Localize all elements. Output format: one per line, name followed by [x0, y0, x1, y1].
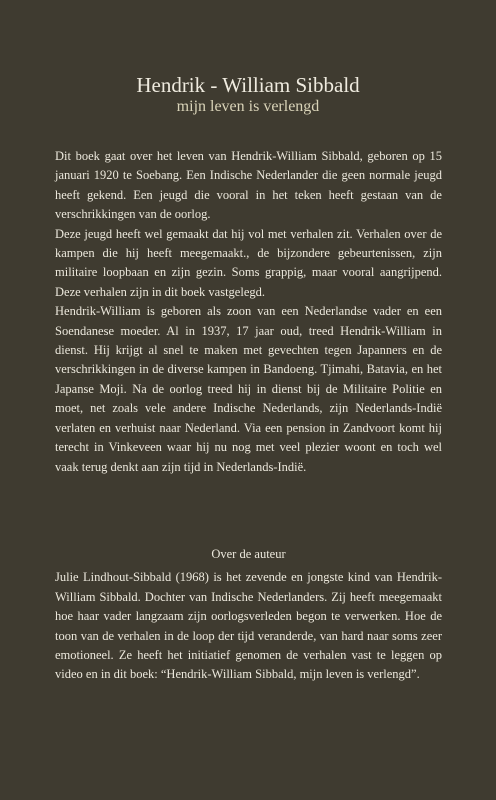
about-author-heading: Over de auteur [211, 547, 286, 561]
about-author-section [55, 545, 442, 685]
book-description [55, 147, 442, 477]
description-paragraph: Deze jeugd heeft wel gemaakt dat hij vol met verhalen zit. Verhalen over de kampen die hij heeft meegemaakt., de bijzondere gebeurtenissen, zijn militaire loopbaan en zijn gezin. Soms grappig, maar vooral aangrijpend. Deze verhalen zijn in dit boek vastgelegd. [55, 226, 442, 299]
description-paragraph: Dit boek gaat over het leven van Hendrik-William Sibbald, geboren op 15 januari 1920 te Soebang. Een Indische Nederlander die geen normale jeugd heeft gekend. Een jeugd die vooral in het teken heeft gestaan van de verschrikkingen van de oorlog. [55, 149, 442, 222]
description-paragraph: Hendrik-William is geboren als zoon van een Nederlandse vader en een Soendanese moeder. Al in 1937, 17 jaar oud, treed Hendrik-William in dienst. Hij krijgt al snel te maken met gevechten tegen Japanners en de verschrikkingen in de diverse kampen in Bandoeng. Tjimahi, Batavia, en het Japanse Moji. Na de oorlog treed hij in dienst bij de Militaire Politie en moet, net zoals vele andere Indische Nederlands, zijn Nederlands-Indië verlaten en verhuist naar Nederland. Via een pension in Zandvoort komt hij terecht in Vinkeveen waar hij nu nog met veel plezier woont en toch wel vaak terug denkt aan zijn tijd in Nederlands-Indië. [55, 304, 442, 474]
book-subtitle: mijn leven is verlengd [176, 98, 320, 115]
about-author-text: Julie Lindhout-Sibbald (1968) is het zevende en jongste kind van Hendrik-William Sibbald. Dochter van Indische Nederlanders. Zij heeft meegemaakt hoe haar vader langzaam zijn oorlogsverleden begon te verwerken. Hoe de toon van de verhalen in de loop der tijd veranderde, van hard naar soms zeer emotioneel. Ze heeft het initiatief genomen de verhalen vast te leggen op video en in dit boek: “Hendrik-William Sibbald, mijn leven is verlengd”. [55, 570, 442, 682]
book-title: Hendrik - William Sibbald [136, 73, 360, 97]
